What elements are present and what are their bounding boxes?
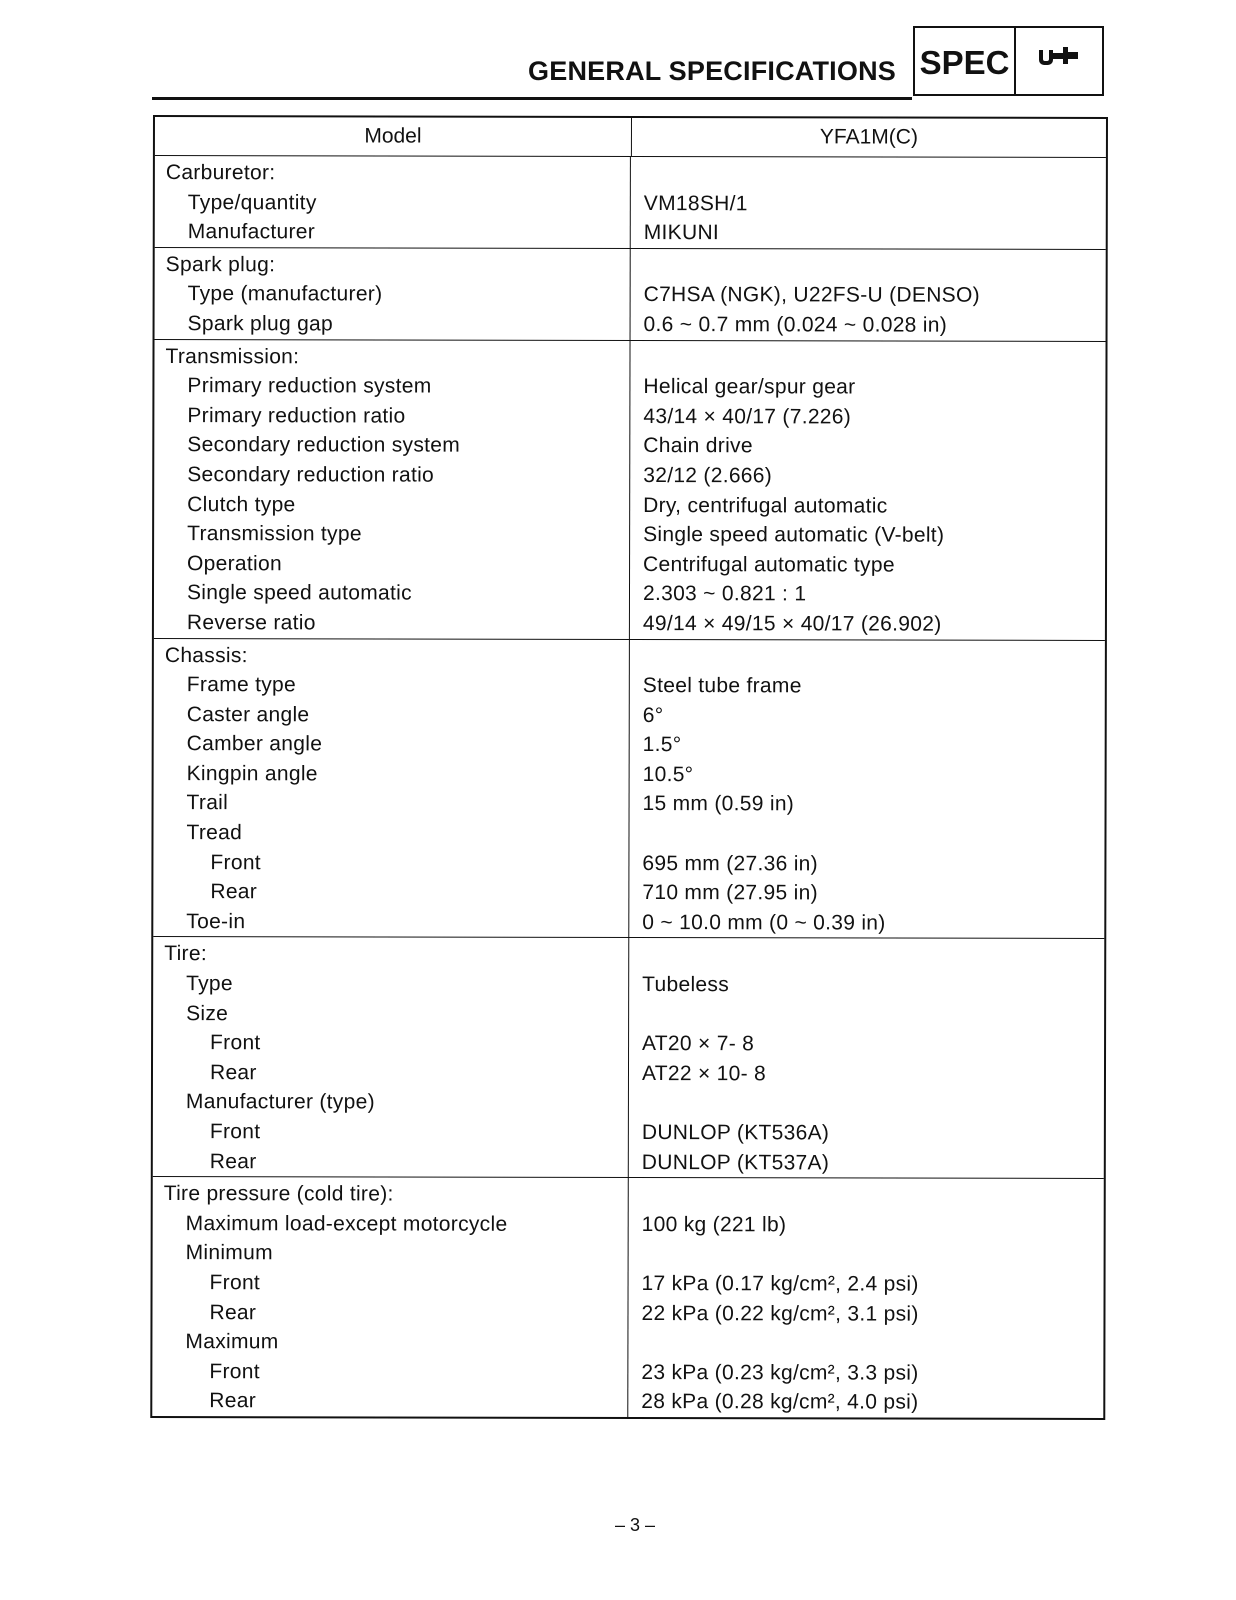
section-title-spacer bbox=[644, 159, 1106, 190]
spec-table bbox=[150, 115, 1108, 1420]
section-title-spacer bbox=[642, 1180, 1104, 1211]
spec-label: Primary reduction ratio bbox=[187, 403, 406, 428]
section-labels bbox=[155, 248, 631, 340]
spec-value: C7HSA (NGK), U22FS-U (DENSO) bbox=[643, 283, 980, 308]
spec-label: Type bbox=[186, 972, 233, 996]
spec-label: Tread bbox=[186, 821, 243, 845]
spec-label: Rear bbox=[209, 1060, 257, 1085]
spec-value: 1.5° bbox=[642, 733, 682, 757]
spec-label: Front bbox=[210, 1031, 261, 1055]
section-labels bbox=[152, 1177, 628, 1417]
spec-value: DUNLOP (KT536A) bbox=[641, 1121, 830, 1145]
spec-value: 15 mm (0.59 in) bbox=[642, 792, 795, 816]
section-title-spacer bbox=[643, 343, 1105, 374]
spec-label: Type/quantity bbox=[187, 190, 317, 214]
spec-value: 710 mm (27.95 in) bbox=[642, 881, 818, 905]
spec-badge bbox=[913, 26, 1104, 96]
spec-label: Toe-in bbox=[186, 909, 246, 934]
spec-label: Trail bbox=[186, 791, 229, 815]
spec-label: Rear bbox=[209, 1389, 257, 1413]
spec-label: Primary reduction system bbox=[187, 374, 432, 398]
spec-value: 43/14 × 40/17 (7.226) bbox=[643, 404, 852, 429]
spec-value: 22 kPa (0.22 kg/cm², 3.1 psi) bbox=[641, 1301, 919, 1326]
section-values bbox=[629, 938, 1104, 1178]
section-labels bbox=[154, 340, 631, 639]
spec-badge-label: SPEC bbox=[915, 28, 1016, 94]
section-title: Transmission: bbox=[165, 344, 300, 368]
spec-label: Kingpin angle bbox=[186, 761, 318, 786]
section-title: Carburetor: bbox=[165, 161, 276, 185]
column-header-model-code: YFA1M(C) bbox=[819, 125, 918, 149]
spec-section bbox=[154, 340, 1106, 641]
spec-value: Helical gear/spur gear bbox=[643, 375, 856, 399]
spec-value: Tubeless bbox=[642, 973, 730, 997]
spec-label: Single speed automatic bbox=[186, 581, 412, 605]
section-title: Spark plug: bbox=[165, 252, 276, 277]
section-title: Chassis: bbox=[164, 643, 248, 667]
spec-label: Clutch type bbox=[187, 492, 296, 516]
spec-label: Front bbox=[209, 1359, 260, 1383]
spec-value bbox=[642, 1239, 1104, 1270]
spec-value: AT22 × 10- 8 bbox=[641, 1061, 767, 1086]
spec-label: Caster angle bbox=[186, 702, 310, 727]
spec-label: Frame type bbox=[186, 673, 297, 697]
spec-label: Manufacturer bbox=[187, 220, 316, 244]
spec-section bbox=[152, 1177, 1103, 1418]
spec-value: Steel tube frame bbox=[642, 674, 802, 698]
header-rule bbox=[152, 97, 912, 100]
spec-value bbox=[642, 1088, 1104, 1119]
section-labels bbox=[155, 156, 631, 248]
spec-value: Single speed automatic (V-belt) bbox=[643, 523, 945, 547]
spec-label: Reverse ratio bbox=[186, 610, 316, 635]
spec-label: Front bbox=[210, 850, 261, 874]
spec-label: Transmission type bbox=[187, 522, 362, 546]
spec-value: DUNLOP (KT537A) bbox=[641, 1150, 830, 1175]
spec-label: Rear bbox=[209, 1149, 257, 1173]
section-title: Tire pressure (cold tire): bbox=[163, 1182, 394, 1206]
spec-label: Minimum bbox=[185, 1241, 273, 1265]
spec-value bbox=[641, 1328, 1103, 1359]
spec-value: VM18SH/1 bbox=[643, 191, 748, 215]
spec-label: Type (manufacturer) bbox=[187, 282, 383, 306]
table-header-row bbox=[155, 117, 1106, 158]
spec-label: Manufacturer (type) bbox=[185, 1090, 375, 1114]
page-number: – 3 – bbox=[614, 1515, 656, 1535]
section-title-spacer bbox=[644, 251, 1106, 282]
spec-label: Rear bbox=[209, 1300, 257, 1324]
wrench-icon bbox=[1035, 44, 1083, 68]
spec-value: 10.5° bbox=[642, 762, 694, 787]
section-labels bbox=[153, 639, 630, 938]
spec-value: Chain drive bbox=[643, 434, 753, 458]
spec-value: 100 kg (221 lb) bbox=[641, 1212, 787, 1237]
spec-value: MIKUNI bbox=[643, 221, 720, 245]
spec-label: Front bbox=[209, 1271, 261, 1295]
spec-value: 695 mm (27.36 in) bbox=[642, 851, 818, 876]
section-title-spacer bbox=[643, 642, 1105, 673]
spec-value bbox=[642, 1000, 1104, 1031]
spec-label: Maximum bbox=[185, 1330, 279, 1354]
spec-label: Secondary reduction system bbox=[187, 433, 461, 457]
spec-section bbox=[155, 156, 1106, 250]
spec-label: Spark plug gap bbox=[187, 312, 334, 336]
spec-value: AT20 × 7- 8 bbox=[642, 1032, 755, 1056]
spec-icon-cell bbox=[1016, 28, 1102, 94]
spec-value bbox=[642, 819, 1104, 850]
spec-value: Centrifugal automatic type bbox=[643, 552, 895, 577]
spec-value: 23 kPa (0.23 kg/cm², 3.3 psi) bbox=[641, 1360, 919, 1385]
spec-label: Maximum load-except motorcycle bbox=[185, 1211, 508, 1236]
spec-value: 2.303 ~ 0.821 : 1 bbox=[642, 582, 807, 606]
section-title-spacer bbox=[642, 940, 1104, 971]
spec-label: Front bbox=[209, 1120, 261, 1144]
section-labels bbox=[153, 937, 629, 1177]
spec-label: Secondary reduction ratio bbox=[187, 463, 435, 487]
section-values bbox=[630, 341, 1106, 640]
spec-value: 6° bbox=[642, 703, 664, 727]
spec-value: 0 ~ 10.0 mm (0 ~ 0.39 in) bbox=[642, 910, 886, 935]
spec-value: 32/12 (2.666) bbox=[643, 463, 773, 488]
spec-value: Dry, centrifugal automatic bbox=[643, 493, 888, 518]
spec-section bbox=[153, 639, 1105, 940]
section-values bbox=[628, 1178, 1103, 1418]
page-title: GENERAL SPECIFICATIONS bbox=[528, 56, 896, 86]
spec-value: 49/14 × 49/15 × 40/17 (26.902) bbox=[642, 611, 942, 636]
spec-value: 0.6 ~ 0.7 mm (0.024 ~ 0.028 in) bbox=[643, 312, 948, 337]
spec-value: 17 kPa (0.17 kg/cm², 2.4 psi) bbox=[641, 1271, 919, 1296]
spec-section bbox=[153, 937, 1105, 1179]
spec-label: Operation bbox=[187, 551, 283, 575]
section-values bbox=[631, 249, 1106, 341]
section-values bbox=[631, 157, 1106, 249]
spec-section bbox=[155, 248, 1106, 342]
spec-label: Camber angle bbox=[186, 732, 323, 756]
table-body bbox=[152, 156, 1106, 1418]
spec-label: Size bbox=[186, 1001, 229, 1025]
section-title: Tire: bbox=[164, 942, 208, 966]
column-header-model: Model bbox=[155, 117, 632, 156]
section-values bbox=[629, 640, 1105, 939]
spec-label: Rear bbox=[210, 880, 258, 904]
spec-value: 28 kPa (0.28 kg/cm², 4.0 psi) bbox=[641, 1390, 919, 1414]
